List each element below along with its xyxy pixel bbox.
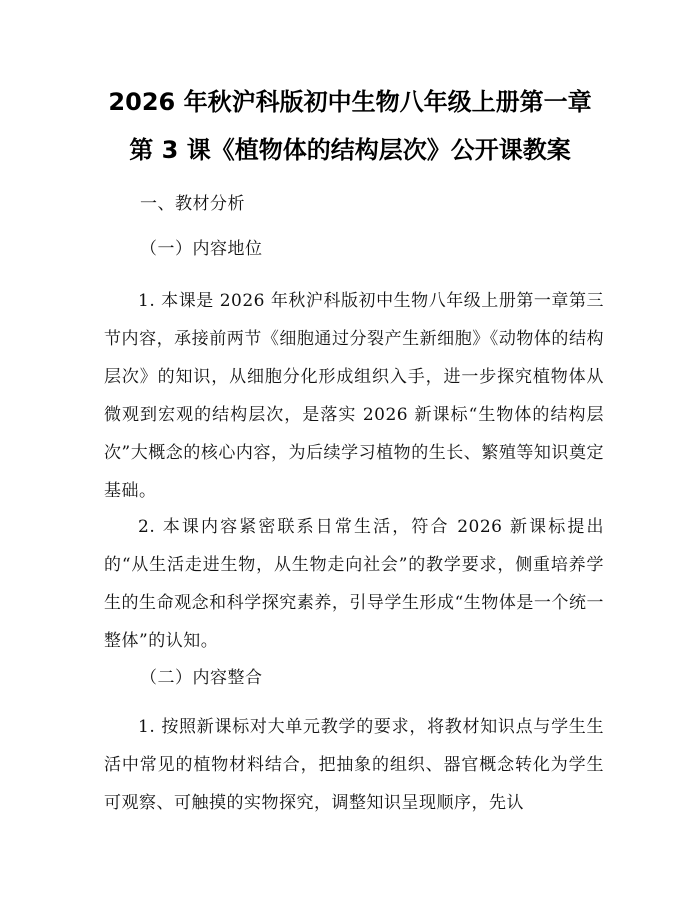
- paragraph-2: 2. 本课内容紧密联系日常生活，符合 2026 新课标提出的“从生活走进生物，从生物走向社会”的教学要求，侧重培养学生的生命观念和科学探究素养，引导学生形成“生物体是一个统一整体”的认知。: [104, 517, 604, 651]
- paragraph-1: 1. 本课是 2026 年秋沪科版初中生物八年级上册第一章第三节内容，承接前两节《细胞通过分裂产生新细胞》《动物体的结构层次》的知识，从细胞分化形成组织入手，进一步探究植物体从微观到宏观的结构层次，是落实 2026 新课标“生物体的结构层次”大概念的核心内容，为后续学习植物的生长、繁殖等知识奠定基础。: [104, 291, 604, 501]
- document-title-line-2: 第 3 课《植物体的结构层次》公开课教案: [129, 136, 571, 164]
- section-heading-textbook-analysis: 一、教材分析: [140, 194, 245, 214]
- subsection-heading-content-integration: （二）内容整合: [140, 668, 263, 688]
- subsection-heading-content-position: （一）内容地位: [140, 239, 263, 259]
- paragraph-3: 1. 按照新课标对大单元教学的要求，将教材知识点与学生生活中常见的植物材料结合，把抽象的组织、器官概念转化为学生可观察、可触摸的实物探究，调整知识呈现顺序，先认: [104, 717, 604, 813]
- document-title-line-1: 2026 年秋沪科版初中生物八年级上册第一章: [108, 88, 592, 116]
